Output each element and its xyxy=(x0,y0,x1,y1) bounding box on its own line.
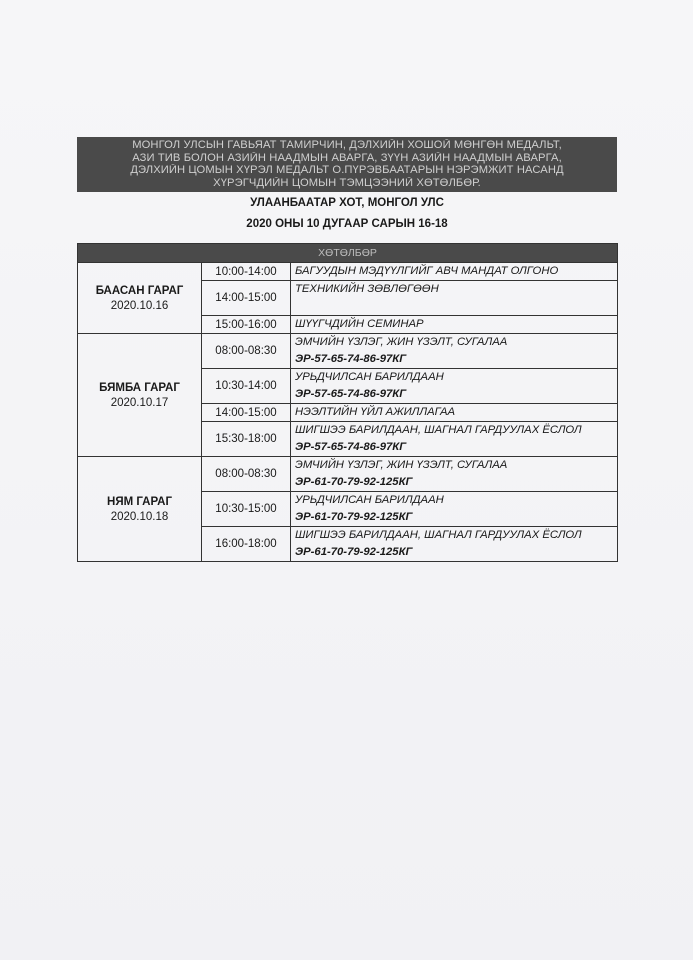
time-cell: 10:00-14:00 xyxy=(202,263,291,281)
schedule-table xyxy=(77,243,618,562)
activity-cell xyxy=(291,263,618,281)
activity-cell xyxy=(291,492,618,527)
day-date: 2020.10.18 xyxy=(110,510,169,523)
day-date: 2020.10.17 xyxy=(110,396,169,409)
activity-cell xyxy=(291,527,618,562)
day-name: НЯМ ГАРАГ xyxy=(107,495,172,508)
day-name: БААСАН ГАРАГ xyxy=(95,284,184,297)
banner-line: АЗИ ТИВ БОЛОН АЗИЙН НААДМЫН АВАРГА, ЗҮҮН АЗИЙН НААДМЫН АВАРГА, xyxy=(132,151,562,164)
table-row xyxy=(78,334,618,369)
title-banner xyxy=(77,137,617,192)
activity-text: ЭМЧИЙН ҮЗЛЭГ, ЖИН ҮЗЭЛТ, СУГАЛАА xyxy=(295,336,508,348)
activity-cell xyxy=(291,316,618,334)
weight-classes: ЭР-61-70-79-92-125КГ xyxy=(295,511,413,523)
activity-cell xyxy=(291,281,618,316)
banner-line: МОНГОЛ УЛСЫН ГАВЬЯАТ ТАМИРЧИН, ДЭЛХИЙН ХОШОЙ МӨНГӨН МЕДАЛЬТ, xyxy=(132,139,562,151)
table-row xyxy=(78,457,618,492)
dates-subtitle: 2020 ОНЫ 10 ДУГААР САРЫН 16-18 xyxy=(246,218,448,230)
day-date: 2020.10.16 xyxy=(110,299,169,312)
table-row xyxy=(78,263,618,281)
day-cell xyxy=(78,457,202,562)
activity-cell xyxy=(291,334,618,369)
activity-cell xyxy=(291,457,618,492)
time-cell: 14:00-15:00 xyxy=(202,404,291,422)
activity-text: ШИГШЭЭ БАРИЛДААН, ШАГНАЛ ГАРДУУЛАХ ЁСЛОЛ xyxy=(295,529,582,541)
time-cell: 08:00-08:30 xyxy=(202,334,291,369)
activity-text: УРЬДЧИЛСАН БАРИЛДААН xyxy=(295,371,444,383)
activity-text: ШИГШЭЭ БАРИЛДААН, ШАГНАЛ ГАРДУУЛАХ ЁСЛОЛ xyxy=(295,424,582,436)
activity-text: ЭМЧИЙН ҮЗЛЭГ, ЖИН ҮЗЭЛТ, СУГАЛАА xyxy=(295,459,508,471)
activity-text: УРЬДЧИЛСАН БАРИЛДААН xyxy=(295,494,444,506)
activity-text: НЭЭЛТИЙН ҮЙЛ АЖИЛЛАГАА xyxy=(295,406,456,418)
weight-classes: ЭР-57-65-74-86-97КГ xyxy=(295,388,407,400)
banner-line: ХҮРЭГЧДИЙН ЦОМЫН ТЭМЦЭЭНИЙ ХӨТӨЛБӨР. xyxy=(213,176,481,189)
location-subtitle: УЛААНБААТАР ХОТ, МОНГОЛ УЛС xyxy=(250,197,444,209)
activity-text: БАГУУДЫН МЭДҮҮЛГИЙГ АВЧ МАНДАТ ОЛГОНО xyxy=(295,265,559,277)
time-cell: 14:00-15:00 xyxy=(202,281,291,316)
day-cell xyxy=(78,263,202,334)
banner-line: ДЭЛХИЙН ЦОМЫН ХҮРЭЛ МЕДАЛЬТ О.ПҮРЭВБААТАРЫН НЭРЭМЖИТ НАСАНД xyxy=(130,164,564,176)
day-cell xyxy=(78,334,202,457)
time-cell: 15:00-16:00 xyxy=(202,316,291,334)
weight-classes: ЭР-61-70-79-92-125КГ xyxy=(295,476,413,488)
activity-text: ТЕХНИКИЙН ЗӨВЛӨГӨӨН xyxy=(295,283,439,295)
time-cell: 10:30-14:00 xyxy=(202,369,291,404)
activity-text: ШҮҮГЧДИЙН СЕМИНАР xyxy=(295,318,424,330)
weight-classes: ЭР-57-65-74-86-97КГ xyxy=(295,441,407,453)
time-cell: 16:00-18:00 xyxy=(202,527,291,562)
activity-cell xyxy=(291,369,618,404)
time-cell: 10:30-15:00 xyxy=(202,492,291,527)
time-cell: 15:30-18:00 xyxy=(202,422,291,457)
table-header: ХӨТӨЛБӨР xyxy=(78,244,618,263)
weight-classes: ЭР-61-70-79-92-125КГ xyxy=(295,546,413,558)
time-cell: 08:00-08:30 xyxy=(202,457,291,492)
activity-cell xyxy=(291,404,618,422)
activity-cell xyxy=(291,422,618,457)
day-name: БЯМБА ГАРАГ xyxy=(99,381,180,394)
weight-classes: ЭР-57-65-74-86-97КГ xyxy=(295,353,407,365)
